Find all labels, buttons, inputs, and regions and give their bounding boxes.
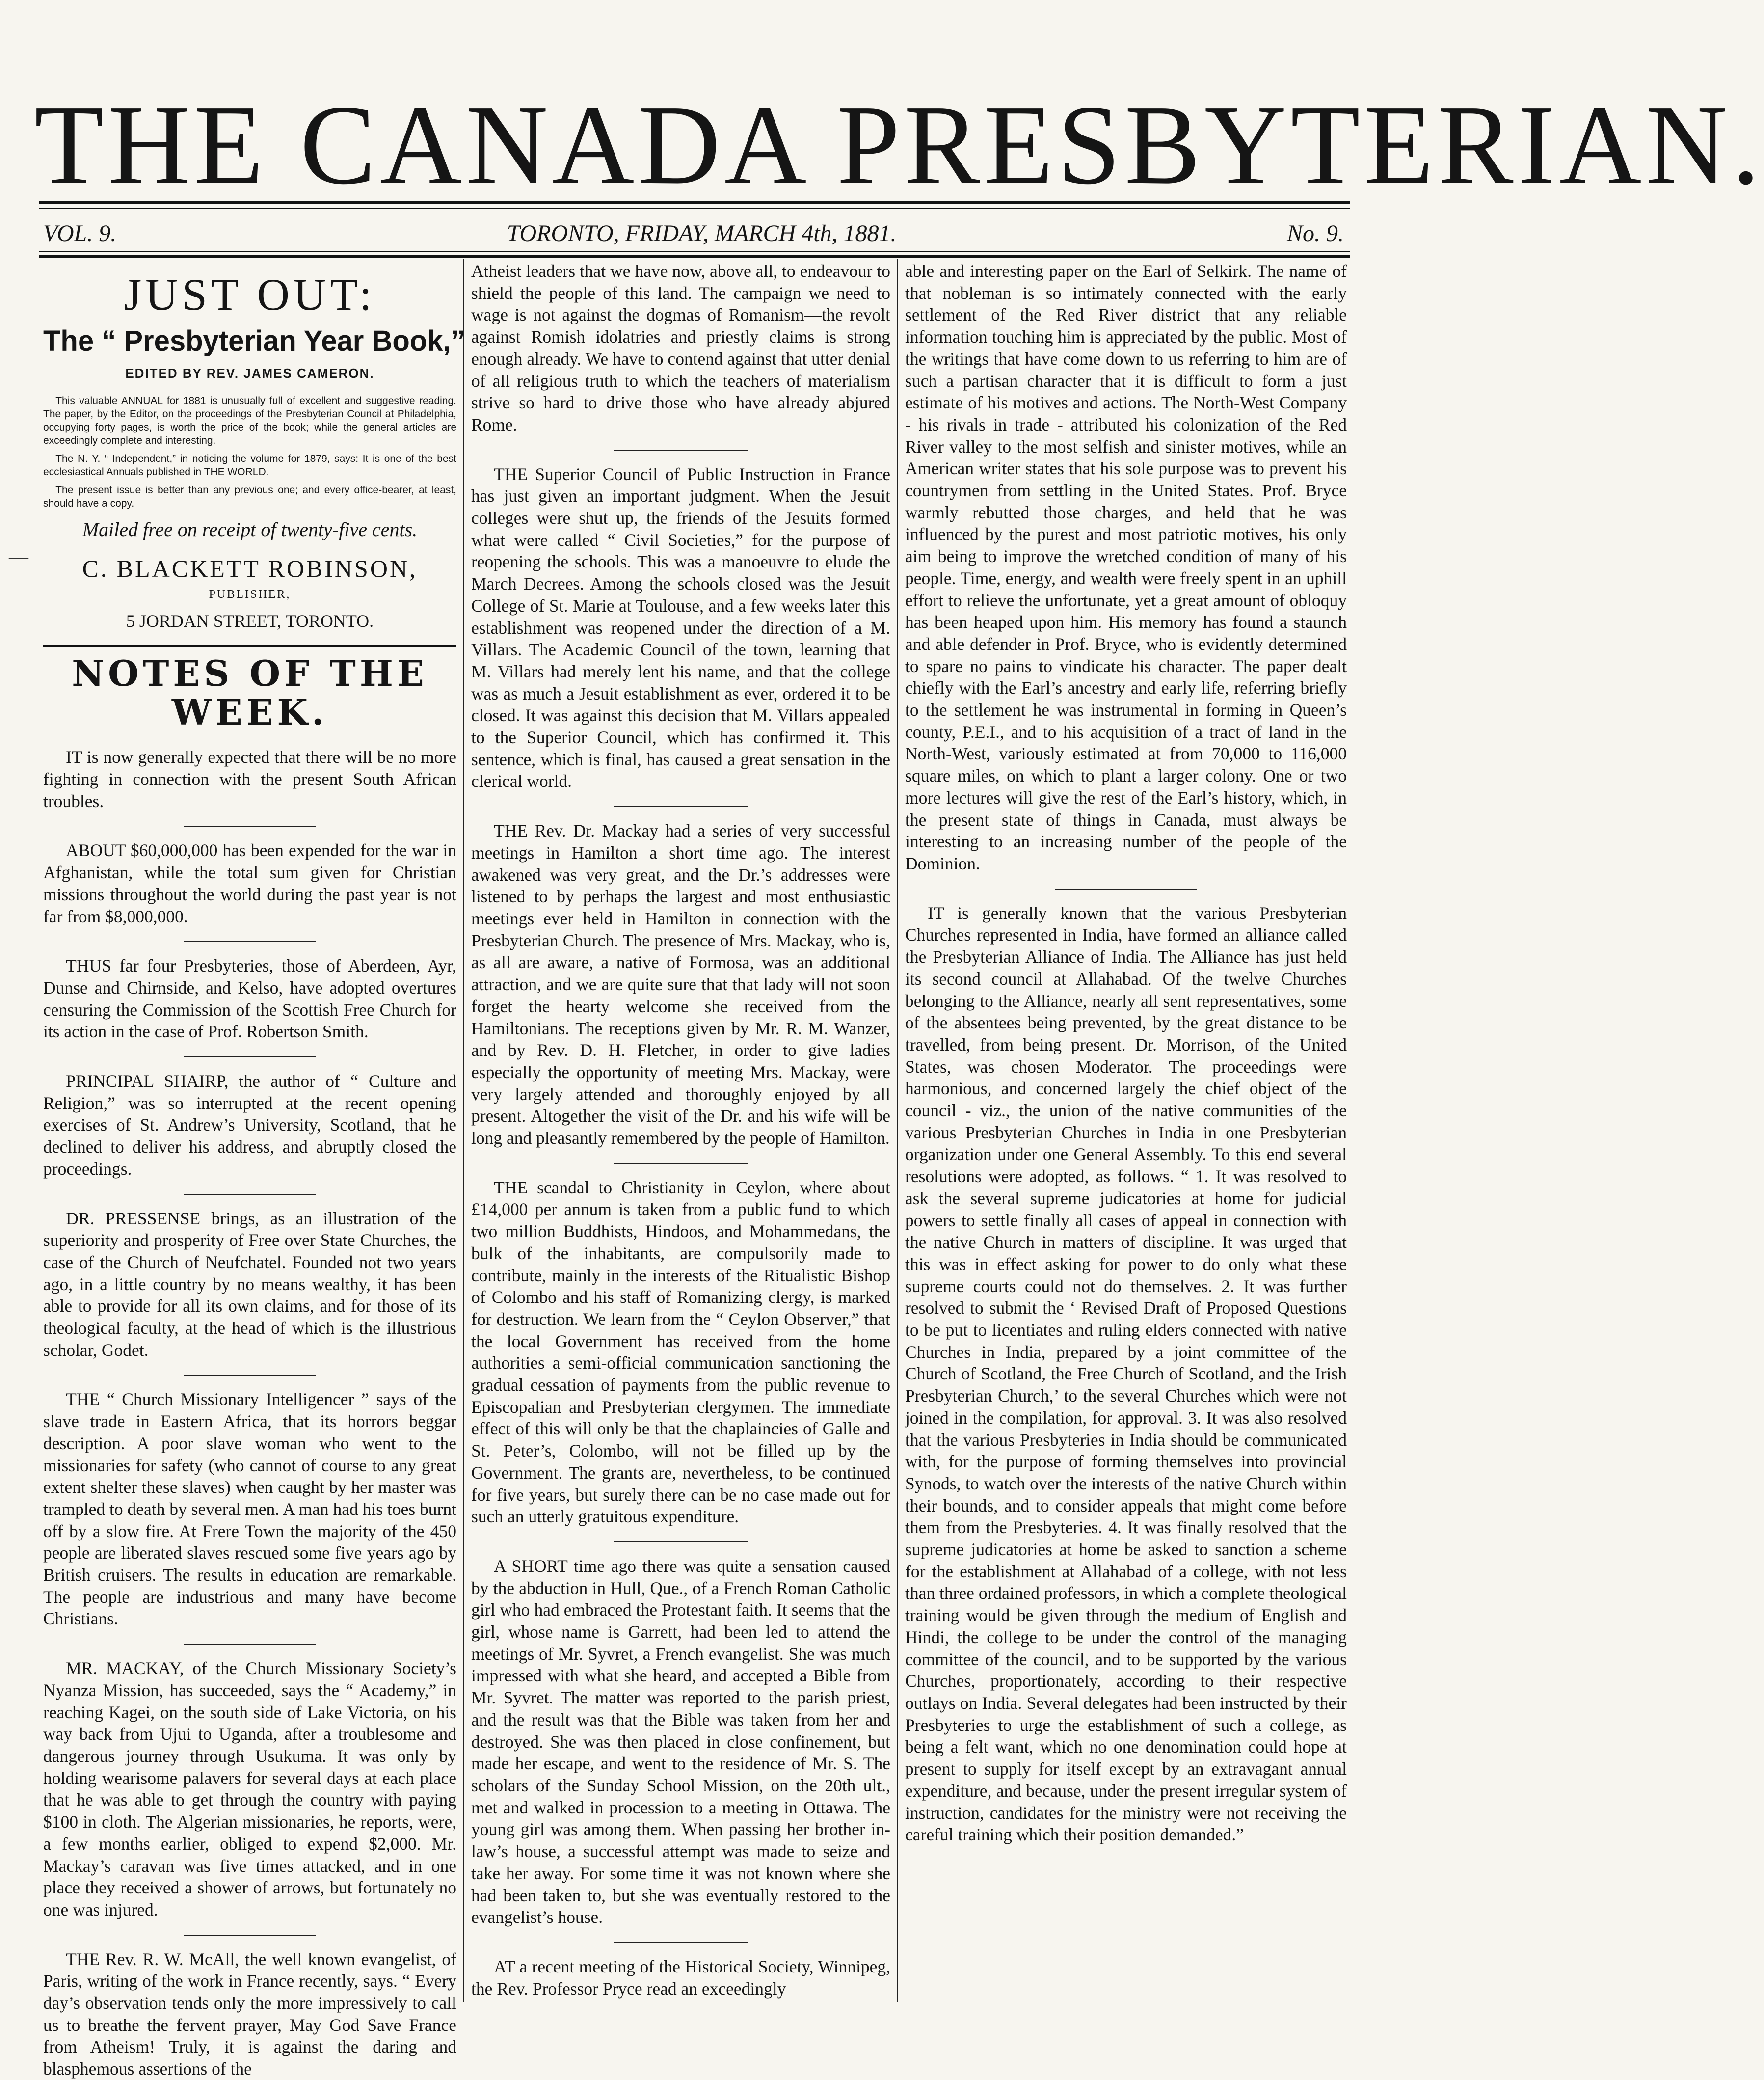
masthead-title: THE CANADA PRESBYTERIAN. [34, 82, 1764, 208]
column-1 [43, 260, 465, 2079]
news-item: IT is now generally expected that there will be no more fighting in connection with the present South African troubles. [43, 747, 456, 811]
dateline [43, 220, 1344, 249]
item-divider [614, 1163, 748, 1164]
news-item: Atheist leaders that we have now, above all, to endeavour to shield the people of this land. The campaign we need to wage is not against the dogmas of Romanism—the revolt against Romish idolatries and priestly claims is strong enough already. We have to contend against that utter denial of all religious truth to which the teachers of materialism strive so hard to drive those who have already abjured Rome. [471, 261, 890, 434]
item-divider [184, 826, 316, 827]
column-3 [905, 260, 1347, 2013]
item-divider [184, 1935, 316, 1936]
item-divider [184, 941, 316, 942]
masthead-rule-top [39, 201, 1350, 204]
item-divider [614, 1541, 748, 1542]
item-divider [614, 450, 748, 451]
issue-date: TORONTO, FRIDAY, MARCH 4th, 1881. [507, 220, 897, 246]
news-item: ABOUT $60,000,000 has been expended for the war in Afghanistan, while the total sum given for Christian missions throughout the world during the past year is not far from $8,000,000. [43, 840, 456, 926]
news-item: MR. MACKAY, of the Church Missionary Society’s Nyanza Mission, has succeeded, says the “ Academy,” in reaching Kagei, on the south side of Lake Victoria, on his way back from Ujui to Uganda, after a troublesome and dangerous journey through Usukuma. It was only by holding wearisome palavers for several days at each place that he was able to get through the country with paying $100 in cloth. The Algerian missionaries, he reports, were, a few months earlier, obliged to expend $2,000. Mr. Mackay’s caravan was five times attacked, and in one place they received a shower of arrows, but fortunately no one was injured. [43, 1658, 456, 1919]
publisher-name: C. BLACKETT ROBINSON, [82, 554, 418, 582]
advert-paragraph: This valuable ANNUAL for 1881 is unusually full of excellent and suggestive reading. The paper, by the Editor, on the proceedings of the Presbyterian Council at Philadelphia, occupying forty pages, is worth the price of the book; while the general articles are exceedingly complete and interesting. [43, 395, 456, 447]
news-item: THE “ Church Missionary Intelligencer ” says of the slave trade in Eastern Africa, that its horrors beggar description. A poor slave woman who went to the missionaries for safety (who cannot of course to any great extent shelter these slaves) when caught by her master was trampled to death by several men. A man had his toes burnt off by a slow fire. At Frere Town the majority of the 450 people are liberated slaves rescued some five years ago by British cruisers. The results in education are remarkable. The people are industrious and many have become Christians. [43, 1389, 456, 1629]
column-2 [471, 260, 890, 2013]
publisher-role: PUBLISHER, [209, 588, 291, 601]
masthead-rule-top-thin [39, 208, 1350, 209]
item-divider [614, 1942, 748, 1943]
advert-heading: JUST OUT: [124, 270, 376, 320]
news-item: THE Superior Council of Public Instruction in France has just given an important judgment. When the Jesuit colleges were shut up, the friends of the Jesuits formed what were called “ Civil Societies,” for the purpose of reopening the schools. This was a manoeuvre to elude the March Decrees. Among the schools closed was the Jesuit College of St. Marie at Toulouse, and a few weeks later this establishment was reopened under the direction of a M. Villars. The Academic Council of the town, learning that M. Villars had merely lent his name, and that the college was as much a Jesuit establishment as ever, ordered it to be closed. It was against this decision that M. Villars appealed to the Superior Council, which has confirmed it. This sentence, which is final, has caused a great sensation in the clerical world. [471, 464, 890, 791]
issue-number: No. 9. [1286, 220, 1344, 246]
publisher-address: 5 JORDAN STREET, TORONTO. [126, 611, 374, 631]
news-item: AT a recent meeting of the Historical Society, Winnipeg, the Rev. Professor Pryce read an exceedingly [471, 1956, 890, 1999]
column-divider-1 [463, 259, 464, 2002]
news-item: THE scandal to Christianity in Ceylon, where about £14,000 per annum is taken from a public fund to which two million Buddhists, Hindoos, and Mohammedans, the bulk of the inhabitants, are compulsorily made to contribute, mainly in the interests of the Ritualistic Bishop of Colombo and his staff of Romanizing clergy, is marked for destruction. We learn from the “ Ceylon Observer,” that the local Government has received from the home authorities a semi-official communication sanctioning the gradual cessation of payments from the public revenue to Episcopalian and Presbyterian clergymen. The immediate effect of this will only be that the chaplaincies of Galle and St. Peter’s, Colombo, will not be filled up by the Government. The grants are, nevertheless, to be continued for five years, but surely there can be no case made out for such an utterly gratuitous expenditure. [471, 1177, 890, 1527]
news-item: DR. PRESSENSE brings, as an illustration of the superiority and prosperity of Free over State Churches, the case of the Church of Neufchatel. Founded not two years ago, in a little country by no means wealthy, it has been able to provide for all its own claims, and for those of its theological faculty, at the head of which is the illustrious scholar, Godet. [43, 1208, 456, 1360]
item-divider [184, 1644, 316, 1645]
advert-paragraph: The present issue is better than any previous one; and every office-bearer, at least, should have a copy. [43, 485, 456, 510]
news-item: PRINCIPAL SHAIRP, the author of “ Culture and Religion,” was so interrupted at the recent opening exercises of St. Andrew’s University, Scotland, that he declined to deliver his address, and abruptly closed the proceedings. [43, 1071, 456, 1179]
advert-book-title: The “ Presbyterian Year Book,” [43, 324, 465, 357]
news-item: able and interesting paper on the Earl of Selkirk. The name of that nobleman is so intimately connected with the early settlement of the Red River district that any reliable information touching him is appreciated by the public. Most of the writings that have come down to us referring to him are of such a partisan character that it is difficult to form a just estimate of his motives and actions. The North-West Company - his rivals in trade - attributed his colonization of the Red River valley to the most selfish and sinister motives, while an American writer states that his sole purpose was to prevent his countrymen from settling in the United States. Prof. Bryce warmly rebutted those charges, and held that he was influenced by the purest and most patriotic motives, his only aim being to improve the wretched condition of many of his people. Time, energy, and wealth were freely spent in an uphill effort to relieve the unfortunate, yet a great amount of obloquy has been heaped upon him. His memory has found a staunch and able defender in Prof. Bryce, who is evidently determined to spare no pains to vindicate his character. The paper dealt chiefly with the Earl’s ancestry and early life, referring briefly to the settlement he was instrumental in forming in Queen’s county, P.E.I., and to his acquisition of a tract of land in the North-West, variously estimated at from 70,000 to 116,000 square miles, on which to plant a larger colony. One or two more lectures will give the rest of the Earl’s history, which, in the present state of things in Canada, must always be interesting to an increasing number of the people of the Dominion. [905, 261, 1347, 873]
news-item: A SHORT time ago there was quite a sensation caused by the abduction in Hull, Que., of a French Roman Catholic girl who had embraced the Protestant faith. It seems that the girl, whose name is Garrett, had been led to attend the meetings of Mr. Syvret, a French evangelist. She was much impressed with what she heard, and accepted a Bible from Mr. Syvret. The matter was reported to the parish priest, and the result was that the Bible was taken from her and destroyed. She was then placed in close confinement, but made her escape, and went to the residence of Mr. S. The scholars of the Sunday School Mission, on the 20th ult., met and walked in procession to a meeting in Ottawa. The young girl was among them. When passing her brother in-law’s house, a successful attempt was made to seize and take her away. For some time it was not known where she had been taken to, but she was eventually restored to the evangelist’s house. [471, 1556, 890, 1927]
item-divider [614, 806, 748, 807]
item-divider [184, 1194, 316, 1195]
advert-offer: Mailed free on receipt of twenty-five cents. [82, 518, 418, 541]
item-divider [184, 1375, 316, 1376]
margin-mark: — [9, 545, 28, 567]
advert-divider [43, 645, 456, 647]
dateline-rule [39, 255, 1350, 258]
news-item: THE Rev. Dr. Mackay had a series of very successful meetings in Hamilton a short time ago. The interest awakened was very great, and the Dr.’s addresses were listened to by perhaps the largest and most enthusiastic meetings ever held in Hamilton in connection with the Presbyterian Church. The presence of Mrs. Mackay, who is, as all are aware, a native of Formosa, was an additional attraction, and we are quite sure that that lady will not soon forget the hearty welcome she received from the Hamiltonians. The receptions given by Mr. R. M. Wanzer, and by Rev. D. H. Fletcher, in order to give ladies especially the opportunity of meeting Mrs. Mackay, were very largely attended and thoroughly enjoyed by all present. Altogether the visit of the Dr. and his wife will be long and pleasantly remembered by the people of Hamilton. [471, 821, 890, 1148]
news-item: IT is generally known that the various Presbyterian Churches represented in India, have formed an alliance called the Presbyterian Alliance of India. The Alliance has just held its second council at Allahabad. Of the twelve Churches belonging to the Alliance, nearly all sent representatives, some of the absentees being prevented, by the great distance to be travelled, from being present. Dr. Morrison, of the United States, was chosen Moderator. The proceedings were harmonious, and concerned largely the chief object of the council - viz., the union of the native communities of the various Presbyterian Churches in India in one Presbyterian organization under one General Assembly. To this end several resolutions were adopted, as follows. “ 1. It was resolved to ask the several supreme judicatories at home for judicial powers to settle finally all cases of appeal in connection with the native Church in matters of discipline. It was urged that this was in effect asking for power to do only what these supreme courts could not do themselves. 2. It was further resolved to submit the ‘ Revised Draft of Proposed Questions to be put to licentiates and ruling elders connected with native Churches in India, prepared by a joint committee of the Church of Scotland, the Free Church of Scotland, and the Irish Presbyterian Church,’ to the several Churches which were not joined in the compilation, for approval. 3. It was also resolved that the various Presbyteries in India should be communicated with, for the purpose of forming themselves into provincial Synods, to watch over the interests of the native Church within their bounds, and to consider appeals that might come before them from the Presbyteries. 4. It was finally resolved that the supreme judicatories at home be asked to sanction a scheme for the establishment at Allahabad of a college, with not less than three ordained professors, in which a complete theological training would be given through the medium of English and Hindi, the college to be under the control of the managing committee of the council, and to be supported by the various Churches, proportionately, according to their respective outlays on India. Several delegates had been instructed by their Presbyteries to urge the establishment of such a college, as being a felt want, which no one denomination could hope at present to supply for itself except by an extravagant annual expenditure, and because, under the present irregular system of instruction, candidates for the ministry were not receiving the careful training which their position demanded.” [905, 903, 1347, 1845]
volume-number: VOL. 9. [43, 220, 117, 246]
column-divider-2 [897, 259, 898, 2002]
advert-paragraph: The N. Y. “ Independent,” in noticing the volume for 1879, says: It is one of the best ecclesiastical Annuals published in THE WORLD. [43, 453, 456, 478]
item-divider [184, 1056, 316, 1057]
item-divider [1055, 889, 1197, 890]
dateline-rule-thin [39, 251, 1350, 252]
advert-description [43, 394, 456, 510]
section-heading: NOTES OF THE WEEK. [72, 652, 428, 733]
advert-editor: EDITED BY REV. JAMES CAMERON. [125, 366, 374, 381]
news-item: THUS far four Presbyteries, those of Aberdeen, Ayr, Dunse and Chirnside, and Kelso, have adopted overtures censuring the Commission of the Scottish Free Church for its action in the case of Prof. Robertson Smith. [43, 956, 456, 1042]
news-item: THE Rev. R. W. McAll, the well known evangelist, of Paris, writing of the work in France recently, says. “ Every day’s observation tends only the more impressively to call us to breathe the fervent prayer, May God Save France from Atheism! Truly, it is against the daring and blasphemous assertions of the [43, 1949, 456, 2079]
